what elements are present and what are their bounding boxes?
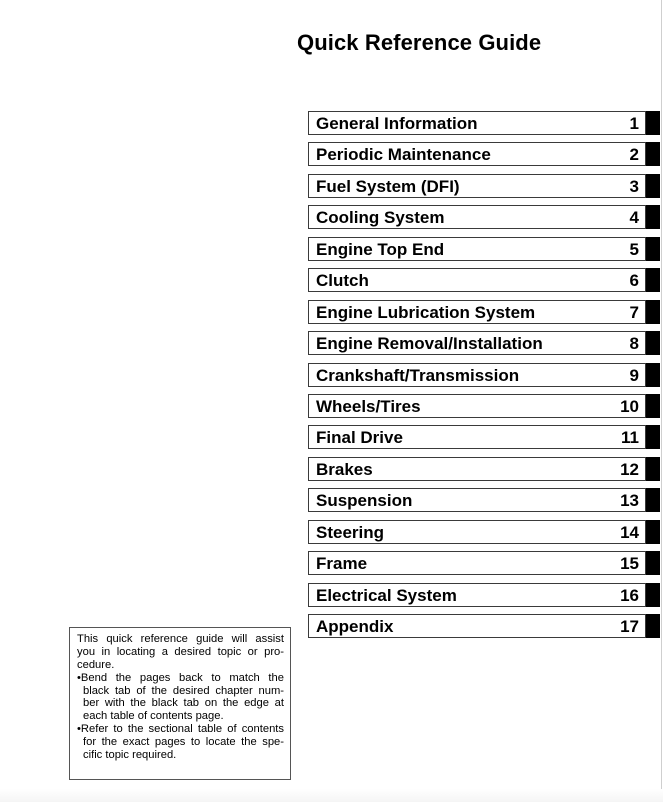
- chapter-row-clutch[interactable]: [308, 268, 660, 292]
- chapter-box: [308, 520, 646, 544]
- note-line: black tab of the desired chapter num-: [83, 684, 284, 697]
- chapter-title: Engine Removal/Installation: [316, 334, 543, 354]
- chapter-title: Clutch: [316, 271, 369, 291]
- usage-note-box: [69, 627, 291, 780]
- page-title: Quick Reference Guide: [297, 30, 542, 55]
- chapter-row-wheels-tires[interactable]: [308, 394, 660, 418]
- chapter-row-crankshaft-transmission[interactable]: [308, 363, 660, 387]
- page-edge-line: [661, 0, 662, 789]
- chapter-number: 14: [620, 522, 639, 542]
- chapter-black-tab: [646, 520, 660, 544]
- chapter-black-tab: [646, 268, 660, 292]
- chapter-row-engine-lubrication-system[interactable]: [308, 300, 660, 324]
- chapter-black-tab: [646, 174, 660, 198]
- page-bottom-band: [0, 789, 663, 802]
- chapter-number: 4: [629, 208, 639, 228]
- chapter-black-tab: [646, 457, 660, 481]
- chapter-row-frame[interactable]: [308, 551, 660, 575]
- chapter-number: 17: [620, 617, 639, 636]
- chapter-number: 11: [621, 428, 639, 448]
- chapter-box: [308, 331, 646, 355]
- chapter-row-steering[interactable]: [308, 520, 660, 544]
- chapter-row-final-drive[interactable]: [308, 425, 660, 449]
- chapter-box: [308, 111, 646, 135]
- chapter-number: 9: [629, 365, 639, 385]
- note-line: ber with the black tab on the edge at: [83, 697, 284, 710]
- chapter-black-tab: [646, 331, 660, 355]
- chapter-black-tab: [646, 425, 660, 449]
- chapter-black-tab: [646, 363, 660, 387]
- chapter-row-general-information[interactable]: [308, 111, 660, 135]
- chapter-black-tab: [646, 142, 660, 166]
- chapter-number: 15: [620, 554, 639, 574]
- note-line: for the exact pages to locate the spe-: [83, 736, 284, 749]
- chapter-black-tab: [646, 300, 660, 324]
- chapter-box: [308, 583, 646, 607]
- chapter-title: Brakes: [316, 459, 373, 479]
- chapter-row-appendix[interactable]: [308, 614, 660, 638]
- chapter-row-periodic-maintenance[interactable]: [308, 142, 660, 166]
- chapter-title: Fuel System (DFI): [316, 176, 460, 196]
- chapter-row-engine-removal-installation[interactable]: [308, 331, 660, 355]
- chapter-number: 1: [629, 114, 639, 133]
- chapter-box: [308, 300, 646, 324]
- note-line: each table of contents page.: [83, 710, 224, 723]
- chapter-title: Wheels/Tires: [316, 397, 421, 416]
- chapter-title: Cooling System: [316, 208, 445, 228]
- chapter-number: 7: [629, 302, 639, 322]
- chapter-number: 8: [629, 334, 639, 354]
- chapter-box: [308, 614, 646, 638]
- note-line: you in locating a desired topic or pro-: [77, 645, 284, 658]
- chapter-number: 6: [629, 271, 639, 291]
- chapter-black-tab: [646, 614, 660, 638]
- chapter-black-tab: [646, 551, 660, 575]
- chapter-title: Suspension: [316, 491, 413, 511]
- chapter-title: Frame: [316, 554, 368, 574]
- chapter-number: 16: [620, 585, 639, 605]
- chapter-number: 3: [629, 176, 639, 196]
- chapter-black-tab: [646, 205, 660, 229]
- chapter-row-fuel-system[interactable]: [308, 174, 660, 198]
- chapter-box: [308, 425, 646, 449]
- note-line: cedure.: [77, 658, 115, 671]
- chapter-title: Electrical System: [316, 585, 457, 605]
- note-bullet-line: •Bend the pages back to match the: [77, 671, 284, 684]
- chapter-box: [308, 174, 646, 198]
- chapter-box: [308, 394, 646, 418]
- chapter-title: Appendix: [316, 617, 394, 636]
- chapter-title: Engine Top End: [316, 239, 445, 259]
- chapter-title: Engine Lubrication System: [316, 302, 536, 322]
- chapter-row-cooling-system[interactable]: [308, 205, 660, 229]
- chapter-title: Crankshaft/Transmission: [316, 365, 520, 385]
- chapter-row-suspension[interactable]: [308, 488, 660, 512]
- chapter-box: [308, 142, 646, 166]
- chapter-number: 12: [620, 459, 639, 479]
- note-line: This quick reference guide will assist: [77, 633, 284, 645]
- chapter-box: [308, 268, 646, 292]
- chapter-box: [308, 237, 646, 261]
- chapter-number: 10: [620, 397, 639, 416]
- chapter-black-tab: [646, 394, 660, 418]
- chapter-title: Steering: [316, 522, 385, 542]
- chapter-black-tab: [646, 488, 660, 512]
- chapter-title: Final Drive: [316, 428, 403, 448]
- chapter-title: General Information: [316, 114, 478, 133]
- chapter-title: Periodic Maintenance: [316, 145, 491, 165]
- chapter-box: [308, 488, 646, 512]
- note-line: cific topic required.: [83, 749, 177, 762]
- chapter-black-tab: [646, 583, 660, 607]
- chapter-box: [308, 363, 646, 387]
- chapter-row-electrical-system[interactable]: [308, 583, 660, 607]
- chapter-black-tab: [646, 237, 660, 261]
- chapter-box: [308, 457, 646, 481]
- chapter-number: 2: [629, 145, 639, 165]
- chapter-black-tab: [646, 111, 660, 135]
- note-bullet-line: •Refer to the sectional table of contents: [77, 723, 284, 736]
- chapter-box: [308, 205, 646, 229]
- chapter-number: 5: [629, 239, 639, 259]
- chapter-row-brakes[interactable]: [308, 457, 660, 481]
- chapter-box: [308, 551, 646, 575]
- chapter-row-engine-top-end[interactable]: [308, 237, 660, 261]
- chapter-number: 13: [620, 491, 639, 511]
